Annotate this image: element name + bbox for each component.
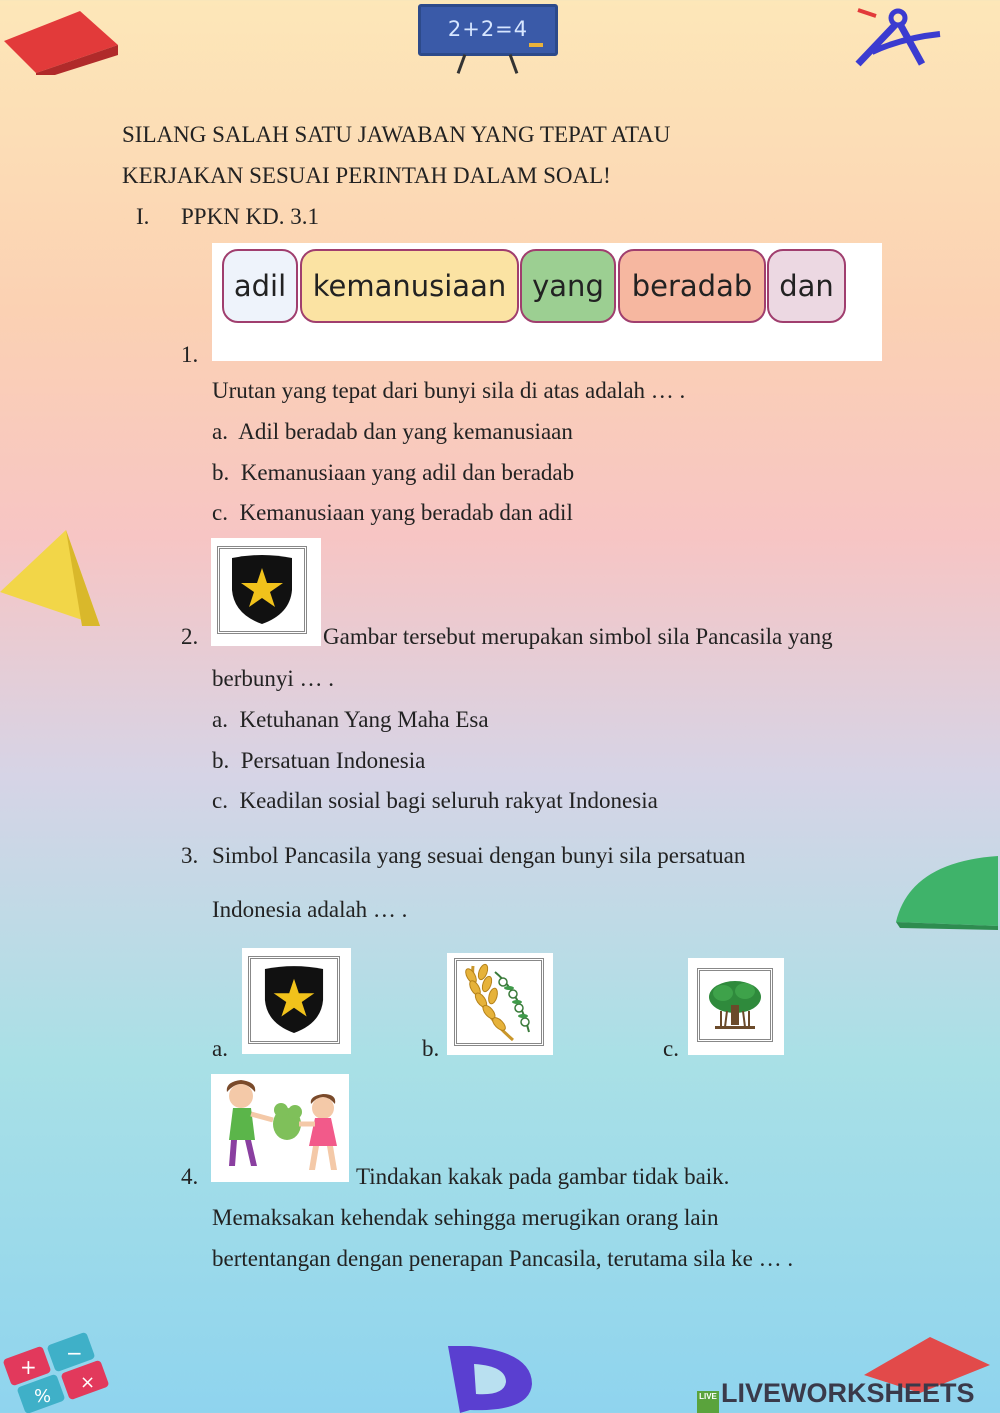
q1-option-b[interactable]: b. Kemanusiaan yang adil dan beradab — [212, 460, 575, 485]
question-4-number: 4. — [181, 1164, 199, 1189]
question-4-text-line-3: bertentangan dengan penerapan Pancasila, terutama sila ke … . — [212, 1246, 794, 1271]
word-card-yang[interactable]: yang — [520, 249, 616, 323]
instruction-line-2: KERJAKAN SESUAI PERINTAH DALAM SOAL! — [122, 163, 611, 188]
liveworksheets-watermark: LIVE LIVEWORKSHEETS — [697, 1378, 975, 1413]
q3-option-a-letter: a. — [212, 1036, 228, 1061]
star-shield-icon — [230, 554, 294, 626]
q1-option-a[interactable]: a. Adil beradab dan yang kemanusiaan — [212, 419, 573, 444]
svg-text:+: + — [20, 1355, 37, 1379]
green-half-circle-decoration — [890, 852, 1000, 932]
question-3-text-line-1: Simbol Pancasila yang sesuai dengan bunyi sila persatuan — [212, 843, 746, 868]
question-1-number: 1. — [181, 342, 199, 367]
yellow-pyramid-decoration — [0, 530, 105, 630]
sila-word-cards — [212, 243, 882, 361]
star-shield-icon — [263, 965, 325, 1035]
compass-icon — [852, 4, 952, 68]
chalkboard-decoration — [418, 4, 558, 56]
q3-option-c-letter: c. — [663, 1036, 679, 1061]
q2-option-a[interactable]: a. Ketuhanan Yang Maha Esa — [212, 707, 489, 732]
word-card-dan[interactable]: dan — [767, 249, 846, 323]
math-operations-decoration — [0, 1330, 115, 1413]
svg-text:%: % — [34, 1386, 52, 1407]
section-number: I. — [136, 204, 150, 229]
question-4-text-line-1: Tindakan kakak pada gambar tidak baik. — [356, 1164, 730, 1189]
children-fighting-over-toy-icon — [211, 1074, 349, 1182]
question-3-number: 3. — [181, 843, 199, 868]
word-card-adil[interactable]: adil — [222, 249, 298, 323]
question-2-number: 2. — [181, 624, 199, 649]
rice-cotton-icon — [459, 962, 539, 1042]
question-2-text-line-2: berbunyi … . — [212, 666, 335, 691]
section-title: PPKN KD. 3.1 — [181, 204, 320, 229]
instruction-line-1: SILANG SALAH SATU JAWABAN YANG TEPAT ATAU — [122, 122, 671, 147]
q3-option-a-image[interactable] — [242, 948, 351, 1054]
q2-option-c[interactable]: c. Keadilan sosial bagi seluruh rakyat Indonesia — [212, 788, 658, 813]
svg-text:−: − — [66, 1341, 83, 1365]
question-3-text-line-2: Indonesia adalah … . — [212, 897, 408, 922]
banyan-tree-icon — [707, 977, 763, 1033]
q1-option-c[interactable]: c. Kemanusiaan yang beradab dan adil — [212, 500, 573, 525]
q2-option-b[interactable]: b. Persatuan Indonesia — [212, 748, 426, 773]
q3-option-c-image[interactable] — [688, 958, 784, 1055]
svg-text:×: × — [80, 1372, 96, 1393]
watermark-badge: LIVE — [697, 1391, 719, 1413]
q2-image-frame — [211, 538, 321, 646]
question-1-text: Urutan yang tepat dari bunyi sila di atas adalah … . — [212, 378, 686, 403]
protractor-decoration — [440, 1342, 540, 1413]
q3-option-b-letter: b. — [422, 1036, 440, 1061]
question-4-text-line-2: Memaksakan kehendak sehingga merugikan orang lain — [212, 1205, 719, 1230]
word-card-beradab[interactable]: beradab — [618, 249, 766, 323]
question-2-text-line-1: Gambar tersebut merupakan simbol sila Pancasila yang — [323, 624, 833, 649]
chalkboard-text: 2+2=4 — [447, 17, 529, 41]
red-block-decoration — [0, 5, 125, 75]
q4-image-frame — [211, 1074, 349, 1182]
word-card-kemanusiaan[interactable]: kemanusiaan — [300, 249, 519, 323]
q3-option-b-image[interactable] — [447, 953, 553, 1055]
